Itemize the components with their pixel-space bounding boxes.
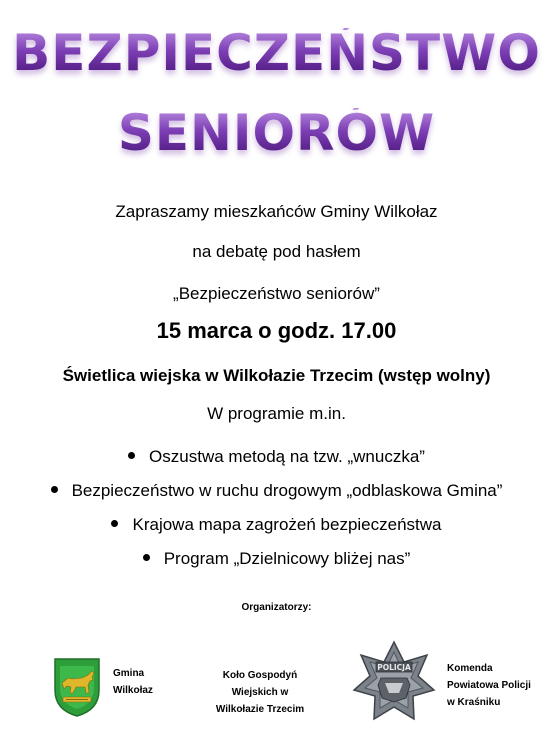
invitation-line-2: na debatę pod hasłem bbox=[192, 242, 361, 261]
bullet-icon bbox=[111, 520, 118, 527]
debate-title: „Bezpieczeństwo seniorów” bbox=[173, 284, 380, 303]
organizers-heading: Organizatorzy: bbox=[241, 602, 312, 613]
gmina-wilkolaz-coat-of-arms-icon bbox=[52, 656, 102, 718]
event-date: 15 marca o godz. 17.00 bbox=[156, 318, 397, 343]
title-line-1: BEZPIECZEŃSTWO bbox=[0, 28, 553, 78]
list-item: Program „Dzielnicowy bliżej nas” bbox=[0, 544, 553, 578]
police-badge-text: POLICJA bbox=[377, 663, 411, 672]
bullet-icon bbox=[143, 554, 150, 561]
program-list bbox=[0, 442, 553, 578]
title-line-2: SENIORÓW bbox=[0, 108, 553, 158]
organizer-kpp: Komenda Powiatowa Policji w Kraśniku bbox=[447, 663, 531, 708]
organizer-gmina: Gmina Wilkołaz bbox=[113, 668, 153, 696]
list-item: Bezpieczeństwo w ruchu drogowym „odblaskowa Gmina” bbox=[0, 476, 553, 510]
policja-star-badge-icon bbox=[352, 640, 436, 724]
organizer-kolo-gospodyn: Koło Gospodyń Wiejskich w Wilkołazie Trzecim bbox=[215, 670, 305, 715]
bullet-icon bbox=[51, 486, 58, 493]
event-venue: Świetlica wiejska w Wilkołazie Trzecim (wstęp wolny) bbox=[62, 366, 491, 385]
bullet-icon bbox=[128, 452, 135, 459]
program-heading: W programie m.in. bbox=[207, 404, 346, 423]
list-item: Oszustwa metodą na tzw. „wnuczka” bbox=[0, 442, 553, 476]
invitation-line-1: Zapraszamy mieszkańców Gminy Wilkołaz bbox=[115, 202, 438, 221]
list-item: Krajowa mapa zagrożeń bezpieczeństwa bbox=[0, 510, 553, 544]
